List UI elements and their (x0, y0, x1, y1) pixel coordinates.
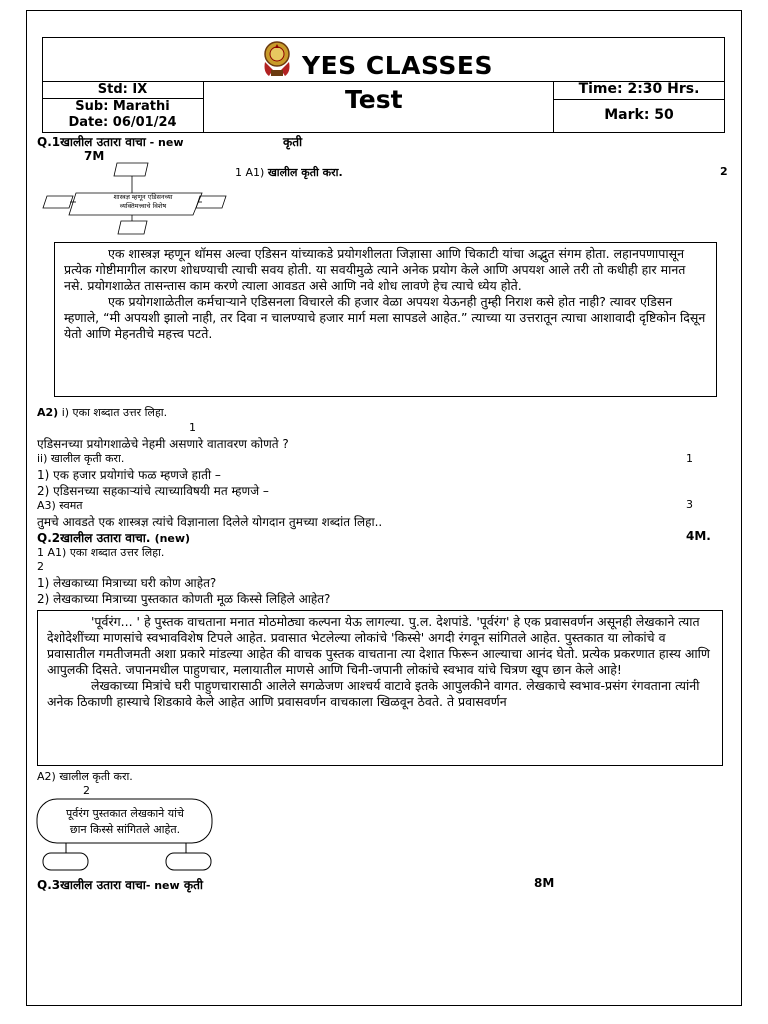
q3-marks: 8M (534, 876, 555, 890)
q1-a2-marks: 1 (189, 421, 196, 434)
brand-name: YES CLASSES (302, 51, 493, 80)
q2-passage: 'पूर्वरंग... ' हे पुस्तक वाचताना मनात मोठमोठ्या कल्पना येऊ लागल्या. पु.ल. देशपांडे. 'पूर्वरंग' हे एक प्रवासवर्णन असूनही लेखकाने त्यात देशोदेशींच्या माणसांचे स्वभावविशेष टिपले आहेत. प्रवासात भेटलेल्या लोकांचे 'किस्से' अगदी रंगवून सांगितले आहेत. पुस्तकात या लोकांचे व प्रवासातील गमतीजमती अशा प्रकारे मांडल्या आहेत की वाचक पुस्तक वाचताना त्या देशात फिरून आल्याचा आनंद घेतो. प्रत्येक प्रकरणात हास्य आणि आपुलकी दिसते. जपानमधील पाहुणचार, मलायातील माणसे आणि चिनी-जपानी लोकांचे स्वभाव यांचे चित्रण खूप छान केले आहे! लेखकाच्या मित्रांचे घरी पाहुणचारासाठी आलेले सगळेजण आश्चर्य वाटावे इतके आपुलकीने वागत. लेखकाचे स्वभाव-प्रसंग रंगवताना त्यांनी अनेक ठिकाणी हास्याचे शिडकावे केले आहेत आणि प्रवासवर्णन वाचकाला खिळवून ठेवते. ते प्रवासवर्णन (37, 610, 723, 766)
q2-a1-marks: 2 (37, 560, 44, 573)
q1-a2-ii-item-1: 1) एक हजार प्रयोगांचे फळ म्हणजे हाती – (37, 468, 221, 482)
institute-logo (259, 40, 295, 80)
time-label: Time: 2:30 Hrs. (578, 81, 700, 97)
q1-a2-ii-item-2: 2) एडिसनच्या सहकाऱ्यांचे त्याच्याविषयी मत म्हणजे – (37, 484, 269, 498)
subject-label: Sub: Marathi (75, 99, 170, 114)
q1-a3: A3) स्वमत (37, 499, 83, 512)
date-label: Date: 06/01/24 (68, 115, 177, 130)
q3-heading: Q.3खालील उतारा वाचा- new कृती (37, 878, 204, 892)
q2-a1-question-1: 1) लेखकाच्या मित्राच्या घरी कोण आहेत? (37, 576, 217, 590)
q1-a2-question: एडिसनच्या प्रयोगशाळेचे नेहमी असणारे वातावरण कोणते ? (37, 437, 289, 451)
q1-a3-marks: 3 (686, 498, 693, 511)
q1-a2: A2) i) एका शब्दात उत्तर लिहा. (37, 406, 168, 419)
q2-a1-question-2: 2) लेखकाच्या मित्राच्या पुस्तकात कोणती मूळ किस्से लिहिले आहेत? (37, 592, 331, 606)
q1-marks: 7M (84, 149, 105, 163)
q1-a2-ii: ii) खालील कृती करा. (37, 452, 125, 465)
q2-marks: 4M. (686, 529, 711, 543)
q2-a2: A2) खालील कृती करा. (37, 770, 133, 783)
q2-a1: 1 A1) एका शब्दात उत्तर लिहा. (37, 546, 165, 559)
header-divider-left (203, 81, 204, 133)
q2-a2-marks: 2 (83, 784, 90, 797)
marks-label: Mark: 50 (604, 107, 674, 123)
std-label: Std: IX (97, 82, 148, 97)
q1-a3-text: तुमचे आवडते एक शास्त्रज्ञ त्यांचे विज्ञानाला दिलेले योगदान तुमच्या शब्दांत लिहा.. (37, 515, 383, 529)
q1-a1-marks: 2 (720, 165, 728, 178)
q1-diagram-center-text: शास्त्रज्ञ म्हणून एडिसनच्या व्यक्तिमत्त्वाचे विशेष (113, 193, 173, 210)
test-title: Test (345, 85, 403, 114)
q1-passage: एक शास्त्रज्ञ म्हणून थॉमस अल्वा एडिसन यांच्याकडे प्रयोगशीलता जिज्ञासा आणि चिकाटी यांचा अद्भुत संगम होता. लहानपणापासून प्रत्येक गोष्टीमागील कारण शोधण्याची त्याची सवय होती. या सवयीमुळे त्याने अनेक प्रयोग केले आणि अपयश आले तरी तो कधीही हार मानत नसे. प्रयोगशाळेत तासन्तास काम करणे त्याला आवडत असे आणि नवे शोध लावणे हेच त्याचे ध्येय होते. एक प्रयोगशाळेतील कर्मचाऱ्याने एडिसनला विचारले की हजार वेळा अपयश येऊनही तुम्ही निराश कसे होत नाही? त्यावर एडिसन म्हणाले, “मी अपयशी झालो नाही, तर दिवा न चालण्याचे हजार मार्ग मला सापडले आहेत.” त्याच्या या उत्तरातून त्याचा आशावादी दृष्टिकोन दिसून येतो आणि मेहनतीचे महत्त्व पटते. (54, 242, 717, 397)
q1-a2-ii-marks: 1 (686, 452, 693, 465)
q2-heading: Q.2खालील उतारा वाचा. (new) (37, 531, 191, 545)
q2-diagram-text: पूर्वरंग पुस्तकात लेखकाने यांचे छान किस्से सांगितले आहेत. (66, 807, 184, 836)
q1-heading-tail: कृती (283, 135, 303, 149)
q1-heading: Q.1खालील उतारा वाचा - new (37, 135, 184, 149)
header-divider-time (553, 99, 725, 100)
q1-a1: 1 A1) खालील कृती करा. (235, 166, 343, 179)
